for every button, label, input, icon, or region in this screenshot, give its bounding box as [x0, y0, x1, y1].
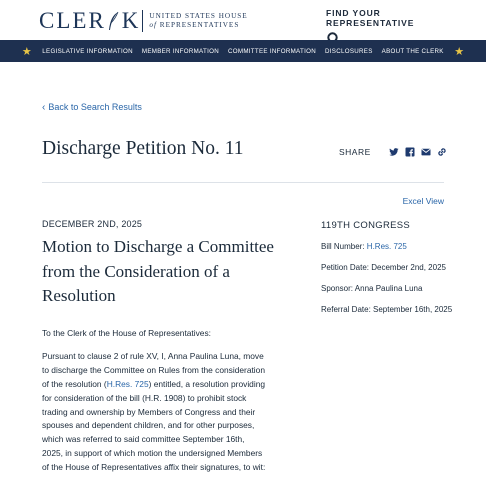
logo-sub-line2	[149, 21, 247, 30]
bill-number-link[interactable]: H.Res. 725	[366, 242, 407, 251]
nav-item-committee[interactable]: COMMITTEE INFORMATION	[228, 47, 316, 55]
quill-icon	[107, 11, 119, 31]
nav-item-about[interactable]: ABOUT THE CLERK	[381, 47, 444, 55]
petition-date-row: Petition Date: December 2nd, 2025	[321, 263, 446, 272]
page-title: Discharge Petition No. 11	[42, 138, 244, 159]
nav-item-legislative[interactable]: LEGISLATIVE INFORMATION	[42, 47, 133, 55]
resolution-link[interactable]: H.Res. 725	[106, 378, 149, 389]
link-icon[interactable]	[437, 147, 447, 157]
bill-number-row	[321, 238, 461, 255]
clerk-logo[interactable]	[39, 8, 248, 34]
paragraph-part1: Pursuant to clause 2 of rule XV, I, Anna Paulina Luna, move to discharge the Committee on Rules from the consideration of the resolution (	[42, 350, 265, 389]
divider	[42, 182, 444, 183]
bill-number-label: Bill Number:	[321, 242, 367, 251]
star-icon: ★	[21, 45, 32, 58]
back-to-results-link[interactable]	[42, 102, 142, 113]
nav-item-member[interactable]: MEMBER INFORMATION	[141, 47, 219, 55]
logo-divider	[142, 10, 143, 32]
referral-date-row: Referral Date: September 16th, 2025	[321, 305, 453, 314]
logo-subtitle	[149, 12, 247, 30]
email-icon[interactable]	[421, 147, 431, 157]
logo-sub-line2-text: REPRESENTATIVES	[159, 21, 240, 29]
salutation: To the Clerk of the House of Representatives:	[42, 328, 211, 338]
share-label: SHARE	[339, 147, 371, 157]
back-link-label: Back to Search Results	[48, 102, 142, 112]
petition-paragraph	[42, 350, 266, 475]
excel-view-link[interactable]: Excel View	[402, 196, 444, 206]
petition-details-sidebar	[321, 220, 461, 322]
chevron-left-icon: ‹	[42, 102, 46, 113]
sponsor-row: Sponsor: Anna Paulina Luna	[321, 284, 423, 293]
logo-sub-line1: UNITED STATES HOUSE	[149, 12, 248, 20]
share-bar	[339, 147, 453, 157]
logo-sub-prefix: of	[149, 21, 157, 29]
congress-label: 119TH CONGRESS	[321, 220, 411, 231]
find-label: FIND YOUR REPRESENTATIVE	[326, 8, 415, 28]
facebook-icon[interactable]	[405, 147, 415, 157]
twitter-icon[interactable]	[389, 147, 399, 157]
star-icon: ★	[454, 45, 465, 58]
motion-heading: Motion to Discharge a Committee from the Consideration of a Resolution	[42, 237, 274, 306]
logo-word-right: K	[121, 8, 141, 33]
site-header	[0, 0, 486, 40]
paragraph-part2: ) entitled, a resolution providing for consideration of the bill (H.R. 1908) to prohibit stock trading and ownership by Members of Congress and their spouses and dependent children, and for other purposes, which was referred to said committee September 16th, 2025, in support of which motion the undersigned Members of the House of Representatives affix their signatures, to wit:	[42, 378, 266, 473]
petition-body	[42, 327, 266, 484]
logo-word-left: CLER	[39, 8, 106, 33]
petition-date-heading: DECEMBER 2ND, 2025	[42, 219, 143, 229]
nav-item-disclosures[interactable]: DISCLOSURES	[325, 47, 373, 55]
main-nav	[0, 40, 486, 62]
